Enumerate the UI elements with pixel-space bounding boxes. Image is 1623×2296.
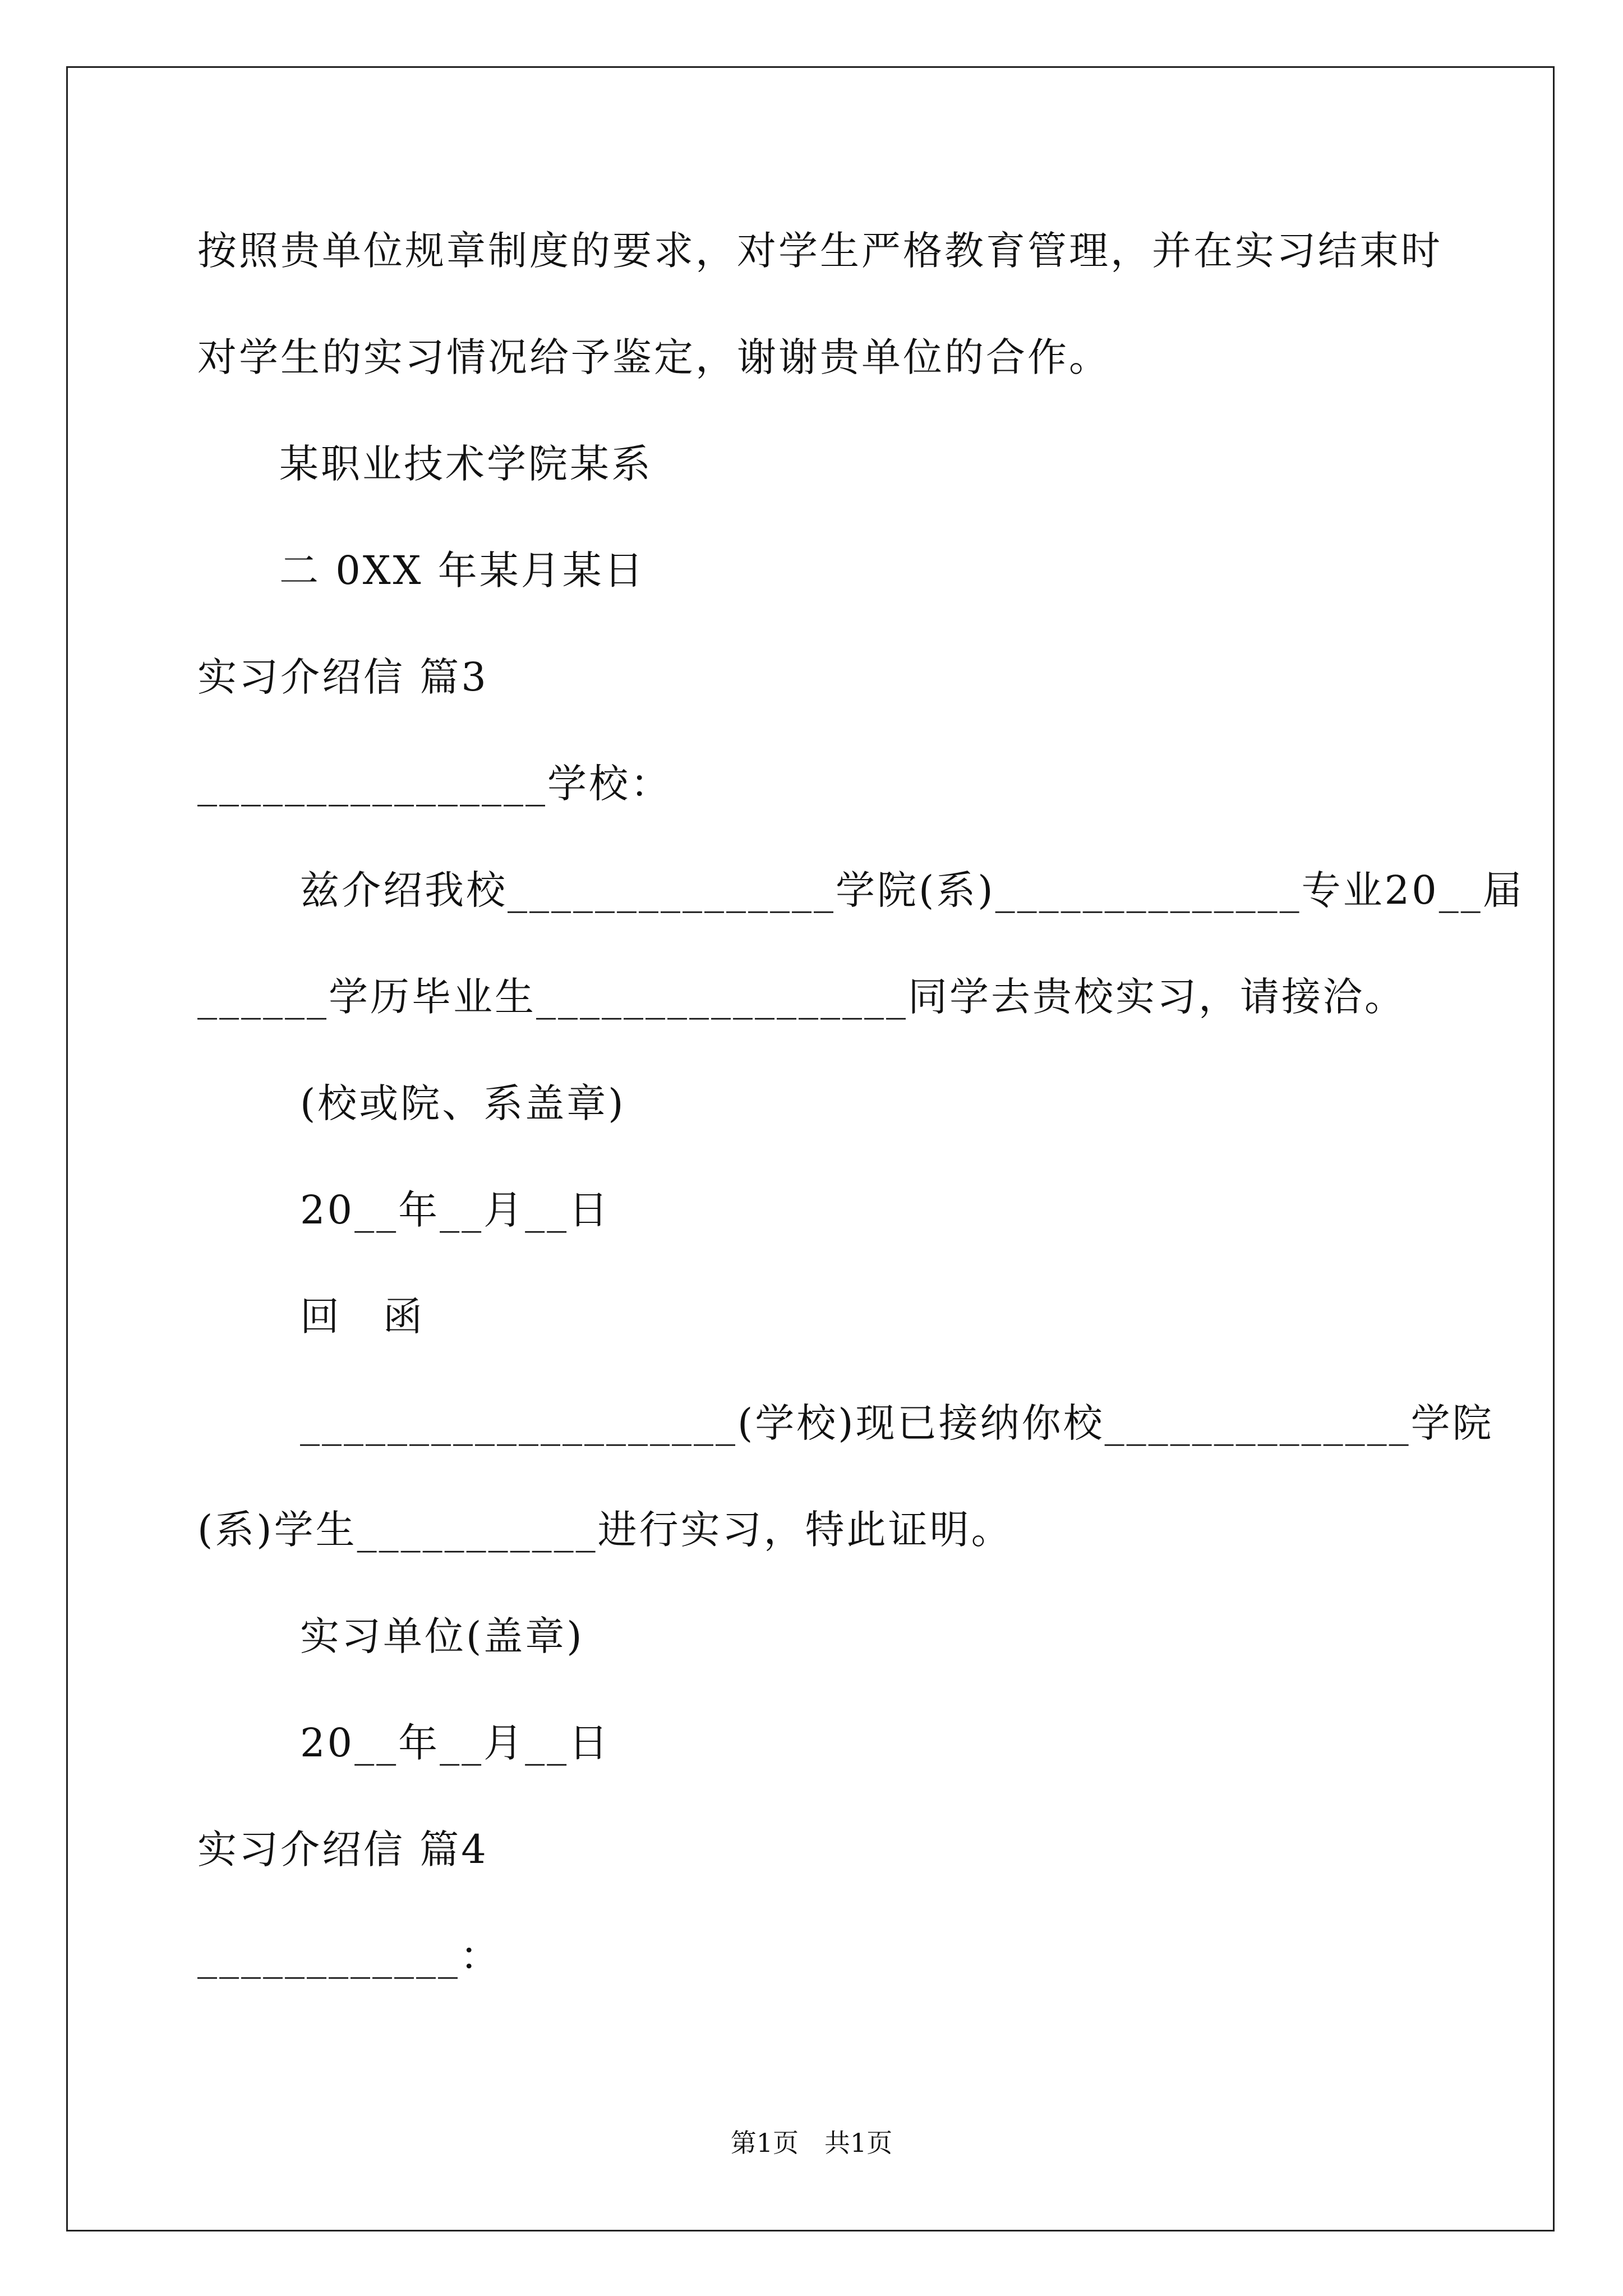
paragraph-line: (系)学生___________进行实习，特此证明。 — [197, 1507, 1013, 1553]
stamp-note: (校或院、系盖章) — [300, 1080, 626, 1126]
paragraph-line: ______学历毕业生_________________同学去贵校实习，请接洽。 — [197, 974, 1406, 1020]
page-border — [66, 66, 1555, 2231]
date-line: 20__年__月__日 — [300, 1187, 611, 1233]
paragraph-line: 对学生的实习情况给予鉴定，谢谢贵单位的合作。 — [197, 334, 1110, 380]
paragraph-line: ____________________(学校)现已接纳你校______________学院 — [300, 1400, 1494, 1446]
section-heading: 实习介绍信 篇4 — [197, 1826, 488, 1872]
paragraph-line: 兹介绍我校_______________学院(系)______________专业20__届 — [300, 867, 1524, 913]
reply-heading: 回 函 — [300, 1294, 425, 1340]
paragraph-line: 按照贵单位规章制度的要求，对学生严格教育管理，并在实习结束时 — [197, 228, 1442, 274]
salutation-line: ________________学校： — [197, 761, 672, 807]
signature-org: 某职业技术学院某系 — [279, 441, 653, 487]
date-line: 20__年__月__日 — [300, 1720, 611, 1766]
page-footer: 第1页 共1页 — [730, 2128, 893, 2158]
signature-date: 二 0XX 年某月某日 — [279, 547, 645, 593]
salutation-line: ____________： — [197, 1933, 501, 1979]
section-heading: 实习介绍信 篇3 — [197, 654, 488, 700]
stamp-note: 实习单位(盖章) — [300, 1613, 584, 1659]
